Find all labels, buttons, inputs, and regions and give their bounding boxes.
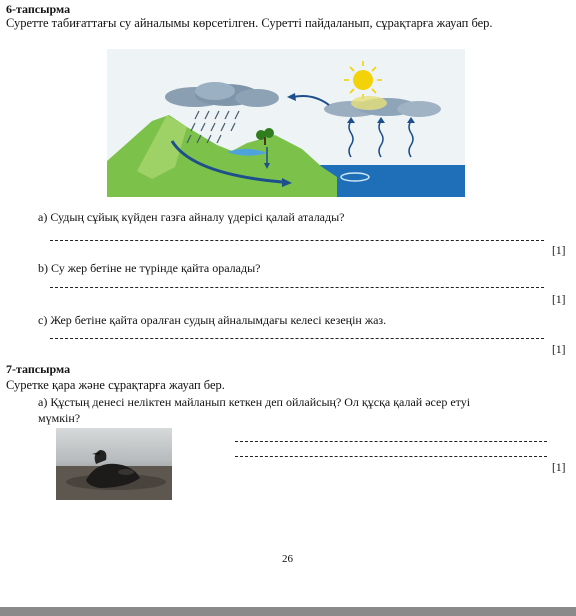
task6-question-c: c) Жер бетіне қайта оралған судың айналымдағы келесі кезеңін жаз.	[38, 313, 387, 327]
task6-title: 6-тапсырма	[6, 2, 71, 16]
task7-title: 7-тапсырма	[6, 362, 71, 376]
task7-instruction: Суретке қара және сұрақтарға жауап бер.	[6, 378, 225, 392]
task6-instruction: Суретте табиғаттағы су айналымы көрсетілген. Суретті пайдаланып, сұрақтарға жауап бер.	[6, 16, 493, 30]
answer-line-c[interactable]	[50, 338, 544, 339]
task7-question-line2: мүмкін?	[38, 411, 81, 425]
task7-question-line1: а) Құстың денесі неліктен майланып кеткен деп ойлайсың? Ол құсқа қалай әсер етуі	[38, 395, 471, 409]
task6-mark-c: [1]	[552, 344, 566, 356]
task6-mark-b: [1]	[552, 294, 566, 306]
answer-line-b[interactable]	[50, 287, 544, 288]
task7-mark: [1]	[552, 462, 566, 474]
task6-question-a: а) Судың сұйық күйден газға айналу үдерісі қалай аталады?	[38, 210, 345, 224]
answer-line-7-1[interactable]	[235, 441, 547, 442]
oiled-bird-photo	[56, 428, 172, 500]
bottom-bar	[0, 607, 576, 616]
answer-line-a[interactable]	[50, 240, 544, 241]
water-cycle-diagram	[107, 49, 465, 197]
answer-line-7-2[interactable]	[235, 456, 547, 457]
task6-mark-a: [1]	[552, 245, 566, 257]
page-number: 26	[282, 553, 293, 565]
task6-question-b: b) Су жер бетіне не түрінде қайта оралады?	[38, 261, 261, 275]
